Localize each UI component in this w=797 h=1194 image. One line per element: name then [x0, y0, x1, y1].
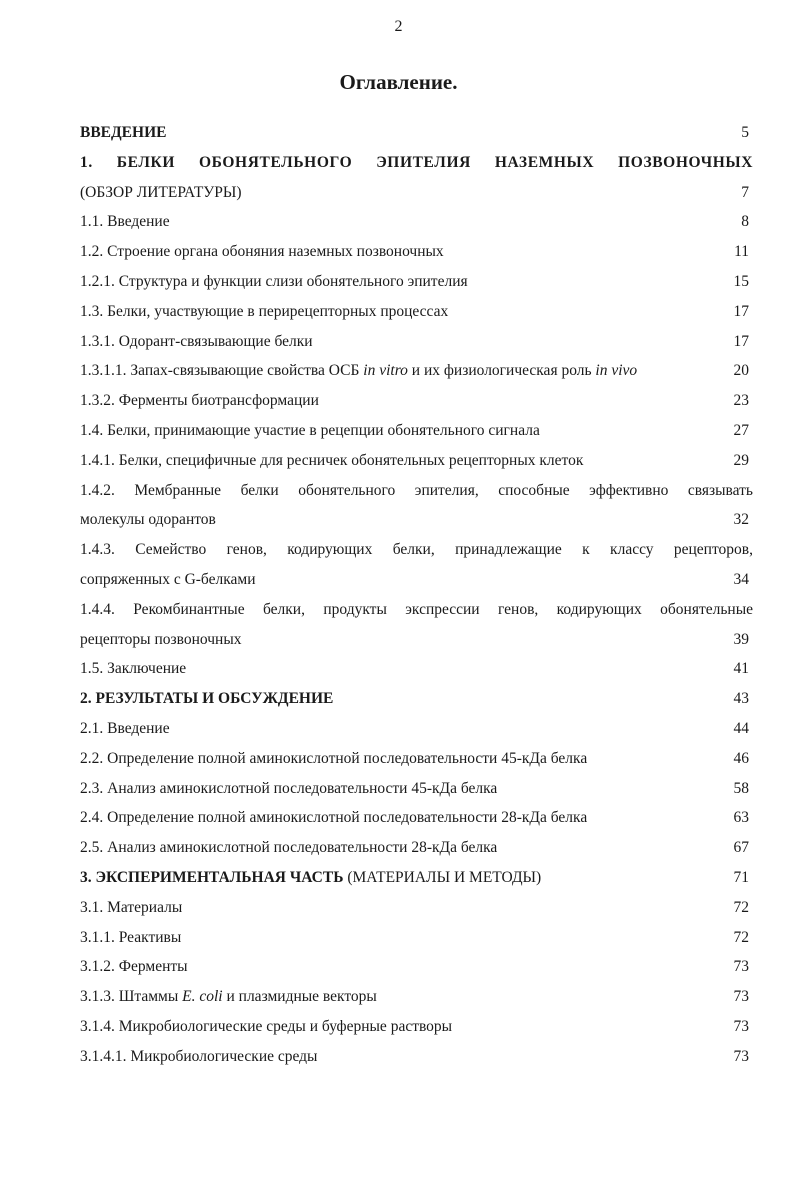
toc-entry-label: 1.4. Белки, принимающие участие в рецепции обонятельного сигнала: [80, 421, 540, 439]
toc-entry-chapter-3: [80, 863, 753, 893]
toc-entry-2-5: [80, 833, 753, 863]
toc-entry-page: 8: [741, 213, 749, 231]
toc-entry-2-4: [80, 803, 753, 833]
page-title: Оглавление.: [339, 70, 458, 94]
toc-entry-3-1-1: [80, 923, 753, 953]
toc-entry-1-3-2: [80, 386, 753, 416]
toc-entry-page: 17: [733, 332, 749, 350]
toc-entry-page: 73: [733, 958, 749, 976]
toc-entry-label: 2.5. Анализ аминокислотной последовательности 28-кДа белка: [80, 839, 498, 857]
toc-entry-1-4-4-cont: [80, 625, 753, 655]
toc-entry-label: 3.1. Материалы: [80, 898, 183, 916]
toc-entry-label: 3.1.4.1. Микробиологические среды: [80, 1047, 318, 1065]
toc-entry-page: 43: [733, 690, 749, 708]
toc-entry-1-4-2-cont: [80, 505, 753, 535]
toc-entry-label: 3. ЭКСПЕРИМЕНТАЛЬНАЯ ЧАСТЬ (МАТЕРИАЛЫ И МЕТОДЫ): [80, 868, 542, 886]
toc-entry-page: 29: [733, 451, 749, 469]
toc-entry-page: 39: [733, 630, 749, 648]
toc-entry-1-3: [80, 297, 753, 327]
toc-entry-3-1-2: [80, 952, 753, 982]
toc-entry-chapter-2: [80, 684, 753, 714]
toc-entry-page: 15: [733, 272, 749, 290]
toc-entry-page: 67: [733, 839, 749, 857]
toc-entry-2-2: [80, 744, 753, 774]
toc-entry-introduction: [80, 118, 753, 148]
toc-entry-page: 73: [733, 988, 749, 1006]
toc-entry-1-4: [80, 416, 753, 446]
toc-entry-label: 1.3.1. Одорант-связывающие белки: [80, 332, 313, 350]
toc-entry-1-4-2: [80, 476, 753, 506]
toc-entry-label: 1.2.1. Структура и функции слизи обонятельного эпителия: [80, 272, 468, 290]
toc-entry-1-1: [80, 207, 753, 237]
toc-entry-label: ВВЕДЕНИЕ: [80, 124, 167, 141]
toc-entry-1-3-1-1: [80, 356, 753, 386]
toc-entry-page: 5: [741, 124, 749, 141]
toc-entry-page: 23: [733, 392, 749, 410]
toc-entry-label: 3.1.1. Реактивы: [80, 928, 182, 946]
toc-entry-label: (ОБЗОР ЛИТЕРАТУРЫ): [80, 183, 242, 201]
toc-entry-label: 1.3.2. Ферменты биотрансформации: [80, 392, 319, 410]
toc-entry-label: молекулы одорантов: [80, 511, 216, 529]
toc-entry-1-4-1: [80, 446, 753, 476]
toc-entry-label: 2.3. Анализ аминокислотной последовательности 45-кДа белка: [80, 779, 498, 797]
toc-entry-1-4-3-cont: [80, 565, 753, 595]
toc-entry-3-1-4: [80, 1012, 753, 1042]
toc-entry-page: 41: [733, 660, 749, 678]
toc-entry-3-1: [80, 893, 753, 923]
toc-entry-page: 34: [733, 570, 749, 588]
toc-entry-label: 3.1.2. Ферменты: [80, 958, 188, 976]
toc-entry-page: 71: [733, 868, 749, 886]
toc-entry-label: 2. РЕЗУЛЬТАТЫ И ОБСУЖДЕНИЕ: [80, 690, 334, 708]
toc-entry-label: 1.2. Строение органа обоняния наземных позвоночных: [80, 243, 444, 261]
toc-entry-label: 1.4.4. Рекомбинантные белки, продукты экспрессии генов, кодирующих обонятельные: [80, 600, 753, 618]
toc-entry-page: 11: [734, 243, 749, 261]
toc-entry-page: 17: [733, 302, 749, 320]
toc-entry-label: 1.4.1. Белки, специфичные для ресничек обонятельных рецепторных клеток: [80, 451, 584, 469]
toc-entry-page: 20: [733, 362, 749, 380]
toc-entry-1-4-3: [80, 535, 753, 565]
toc-entry-page: 58: [733, 779, 749, 797]
toc-entry-page: 7: [741, 183, 749, 201]
toc-entry-label: 1.3.1.1. Запах-связывающие свойства ОСБ in vitro и их физиологическая роль in vivo: [80, 362, 638, 380]
toc-entry-label: 2.4. Определение полной аминокислотной последовательности 28-кДа белка: [80, 809, 588, 827]
toc-entry-label: 1.4.2. Мембранные белки обонятельного эпителия, способные эффективно связывать: [80, 481, 753, 499]
toc-entry-label: рецепторы позвоночных: [80, 630, 242, 648]
table-of-contents: [80, 118, 753, 1072]
toc-entry-page: 32: [733, 511, 749, 529]
toc-entry-page: 73: [733, 1047, 749, 1065]
toc-entry-2-3: [80, 774, 753, 804]
toc-entry-3-1-4-1: [80, 1042, 753, 1072]
toc-entry-label: 1.4.3. Семейство генов, кодирующих белки, принадлежащие к классу рецепторов,: [80, 541, 753, 559]
toc-entry-page: 27: [733, 421, 749, 439]
toc-entry-page: 63: [733, 809, 749, 827]
toc-entry-label: 1. БЕЛКИ ОБОНЯТЕЛЬНОГО ЭПИТЕЛИЯ НАЗЕМНЫХ ПОЗВОНОЧНЫХ: [80, 153, 753, 171]
toc-entry-chapter-1-cont: [80, 178, 753, 208]
toc-entry-label: 1.5. Заключение: [80, 660, 187, 678]
toc-entry-1-4-4: [80, 595, 753, 625]
toc-entry-1-2: [80, 237, 753, 267]
toc-entry-1-3-1: [80, 327, 753, 357]
toc-entry-page: 72: [733, 898, 749, 916]
toc-entry-label: 2.1. Введение: [80, 719, 170, 737]
toc-entry-page: 72: [733, 928, 749, 946]
toc-entry-label: 2.2. Определение полной аминокислотной последовательности 45-кДа белка: [80, 749, 588, 767]
toc-entry-2-1: [80, 714, 753, 744]
toc-entry-page: 46: [733, 749, 749, 767]
toc-entry-1-5: [80, 654, 753, 684]
toc-entry-label: 1.3. Белки, участвующие в перирецепторных процессах: [80, 302, 449, 320]
toc-entry-label: 3.1.3. Штаммы E. coli и плазмидные векторы: [80, 988, 377, 1006]
toc-entry-label: сопряженных с G-белками: [80, 570, 256, 588]
toc-entry-label: 3.1.4. Микробиологические среды и буферные растворы: [80, 1017, 453, 1035]
page-number: 2: [394, 18, 403, 35]
toc-entry-page: 44: [733, 719, 749, 737]
toc-entry-chapter-1: [80, 148, 753, 178]
toc-entry-page: 73: [733, 1017, 749, 1035]
toc-entry-label: 1.1. Введение: [80, 213, 170, 231]
toc-entry-1-2-1: [80, 267, 753, 297]
toc-entry-3-1-3: [80, 982, 753, 1012]
